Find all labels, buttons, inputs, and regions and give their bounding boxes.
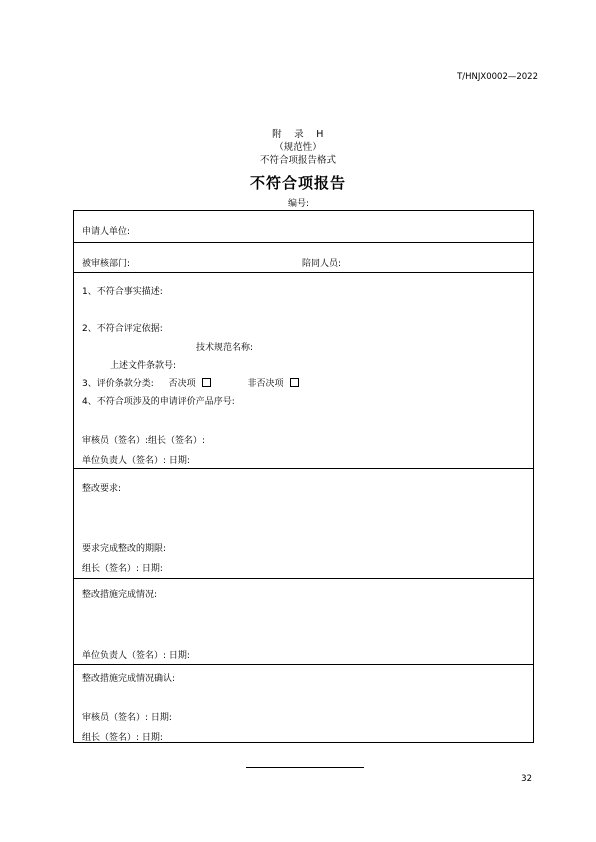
page-number: 32 — [521, 774, 532, 784]
row-divider — [74, 578, 533, 579]
leader-signature-date[interactable]: 组长（签名）: 日期: — [82, 564, 163, 574]
standard-number: T/HNJX0002—2022 — [457, 72, 538, 82]
row-divider — [74, 272, 533, 273]
item2-basis[interactable]: 2、不符合评定依据: — [82, 324, 163, 334]
applicant-field[interactable]: 申请人单位: — [82, 227, 131, 237]
auditor-leader-signature[interactable]: 审核员（签名）:组长（签名）: — [82, 436, 206, 446]
rectification-status[interactable]: 整改措施完成情况: — [82, 590, 158, 600]
row-divider — [74, 468, 533, 469]
rectification-requirement[interactable]: 整改要求: — [82, 484, 122, 494]
annex-mid: 录 — [294, 129, 305, 140]
row-divider — [74, 664, 533, 665]
auditor-signature-date[interactable]: 审核员（签名）: 日期: — [82, 713, 172, 723]
nonveto-label: 非否决项 — [247, 379, 284, 389]
annex-normative: （规范性） — [274, 142, 322, 153]
item4-product-serial[interactable]: 4、不符合项涉及的申请评价产品序号: — [82, 397, 235, 407]
veto-label: 否决项 — [168, 379, 196, 389]
audited-dept-field[interactable]: 被审核部门: — [82, 259, 131, 269]
item3-classification — [82, 376, 299, 389]
annex-prefix: 附 — [272, 129, 283, 140]
item1-fact-description[interactable]: 1、不符合事实描述: — [82, 287, 163, 297]
annex-letter: H — [316, 129, 324, 140]
clause-number[interactable]: 上述文件条款号: — [110, 361, 177, 371]
accompany-field[interactable]: 陪同人员: — [302, 259, 342, 269]
row-divider — [74, 242, 533, 243]
rectification-confirmation[interactable]: 整改措施完成情况确认: — [82, 674, 176, 684]
item3-label: 3、评价条款分类: — [82, 379, 154, 389]
nonconformity-form — [73, 210, 534, 743]
rectification-deadline[interactable]: 要求完成整改的期限: — [82, 544, 167, 554]
annex-subtitle: 不符合项报告格式 — [259, 155, 336, 166]
nonveto-checkbox[interactable] — [290, 378, 299, 387]
tech-spec-name[interactable]: 技术规范名称: — [196, 343, 254, 353]
unit-head-signature-date[interactable]: 单位负责人（签名）: 日期: — [82, 456, 190, 466]
page-title: 不符合项报告 — [249, 174, 346, 192]
footer-divider — [246, 767, 364, 768]
annex-label — [0, 126, 596, 140]
veto-checkbox[interactable] — [202, 378, 211, 387]
unit-head-signature-date-2[interactable]: 单位负责人（签名）: 日期: — [82, 651, 190, 661]
number-label: 编号: — [288, 199, 310, 209]
leader-signature-date-2[interactable]: 组长（签名）: 日期: — [82, 733, 163, 743]
